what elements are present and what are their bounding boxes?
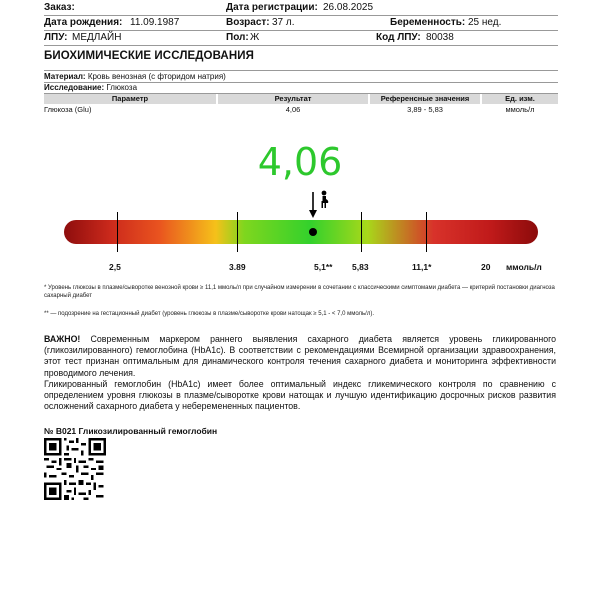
col-header-unit: Ед. изм. xyxy=(482,94,558,104)
scale-label-3-89: 3.89 xyxy=(229,262,246,272)
section-title: БИОХИМИЧЕСКИЕ ИССЛЕДОВАНИЯ xyxy=(44,50,254,62)
cell-result: 4,06 xyxy=(285,105,301,114)
pregnancy: 25 нед. xyxy=(468,17,502,28)
pregnancy-label: Беременность: xyxy=(390,17,466,28)
scale-unit: ммоль/л xyxy=(506,262,542,272)
birth-date: 11.09.1987 xyxy=(130,17,180,28)
scale-tick-5-83 xyxy=(361,212,362,252)
lpu: МЕДЛАЙН xyxy=(72,32,122,43)
study-line xyxy=(44,82,558,94)
result-value-large: 4,06 xyxy=(257,140,343,184)
scale-label-5-1: 5,1** xyxy=(314,262,333,272)
col-header-reference: Референсные значения xyxy=(370,94,480,104)
reg-date: 26.08.2025 xyxy=(323,2,374,13)
table-row xyxy=(44,105,558,115)
age-label: Возраст: xyxy=(226,17,270,28)
scale-tick-2-5 xyxy=(117,212,118,252)
scale-tick-3-89 xyxy=(237,212,238,252)
advice-text-1: Современным маркером раннего выявления сахарного диабета является уровень гликированного (гликозилированного) гемоглобина (HbA1c). В соответствии с рекомендациями Всемирной организации здравоохранения, этот тест признан оптимальным для динамического контроля течения сахарного диабета и мониторинга эффективности проводимого лечения. xyxy=(44,334,557,378)
cell-unit: ммоль/л xyxy=(505,105,535,114)
glucose-scale-bar xyxy=(64,220,538,244)
col-header-result: Результат xyxy=(218,94,368,104)
footnote-2: ** — подозрение на гестационный диабет (уровень глюкозы в плазме/сыворотке крови натощак ≥ 5,1 - < 7,0 ммоль/л). xyxy=(44,311,375,317)
result-marker-dot xyxy=(309,228,317,236)
results-table-header xyxy=(44,94,558,104)
lpu-code: 80038 xyxy=(426,32,454,43)
sex: Ж xyxy=(250,32,260,43)
reg-date-label: Дата регистрации: xyxy=(226,2,318,13)
material-label: Материал: xyxy=(44,72,86,81)
header-row-1 xyxy=(44,0,558,16)
age: 37 л. xyxy=(272,17,295,28)
service-label: № B021 Гликозилированный гемоглобин xyxy=(44,426,218,436)
birth-label: Дата рождения: xyxy=(44,17,123,28)
scale-label-11-1: 11,1* xyxy=(412,262,432,272)
lpu-label: ЛПУ: xyxy=(44,32,68,43)
footnote-1: * Уровень глюкозы в плазме/сыворотке венозной крови ≥ 11,1 ммоль/л при случайном измерении в сочетании с классическими симптомами диабета — критерий постановки диагноза сахарный диабет xyxy=(44,285,555,299)
material: Кровь венозная (с фторидом натрия) xyxy=(87,72,226,81)
lpu-code-label: Код ЛПУ: xyxy=(376,32,421,43)
header-row-2 xyxy=(44,15,558,31)
cell-reference: 3,89 - 5,83 xyxy=(407,105,443,114)
header-row-3 xyxy=(44,30,558,46)
cell-parameter: Глюкоза (Glu) xyxy=(44,105,92,114)
advice-paragraph-1 xyxy=(44,334,556,379)
advice-paragraph-2: Гликированный гемоглобин (HbA1c) имеет более оптимальный индекс гликемического контроля по сравнению с определением уровня глюкозы в плазме/сыворотке крови натощак и лучшую идентификацию досрочных рисков развития осложнений сахарного диабета у неберемененных пациентов. xyxy=(44,379,556,412)
important-label: ВАЖНО! xyxy=(44,334,81,344)
sex-label: Пол: xyxy=(226,32,249,43)
scale-tick-11-1 xyxy=(426,212,427,252)
qr-code[interactable] xyxy=(44,438,106,500)
pregnant-woman-icon xyxy=(318,190,332,210)
study-label: Исследование: xyxy=(44,83,105,92)
study: Глюкоза xyxy=(106,83,138,92)
scale-label-2-5: 2,5 xyxy=(109,262,121,272)
pointer-arrow-head xyxy=(309,210,317,218)
scale-label-20: 20 xyxy=(481,262,491,272)
scale-label-5-83: 5,83 xyxy=(352,262,369,272)
col-header-parameter: Параметр xyxy=(44,94,216,104)
order-label: Заказ: xyxy=(44,2,75,13)
